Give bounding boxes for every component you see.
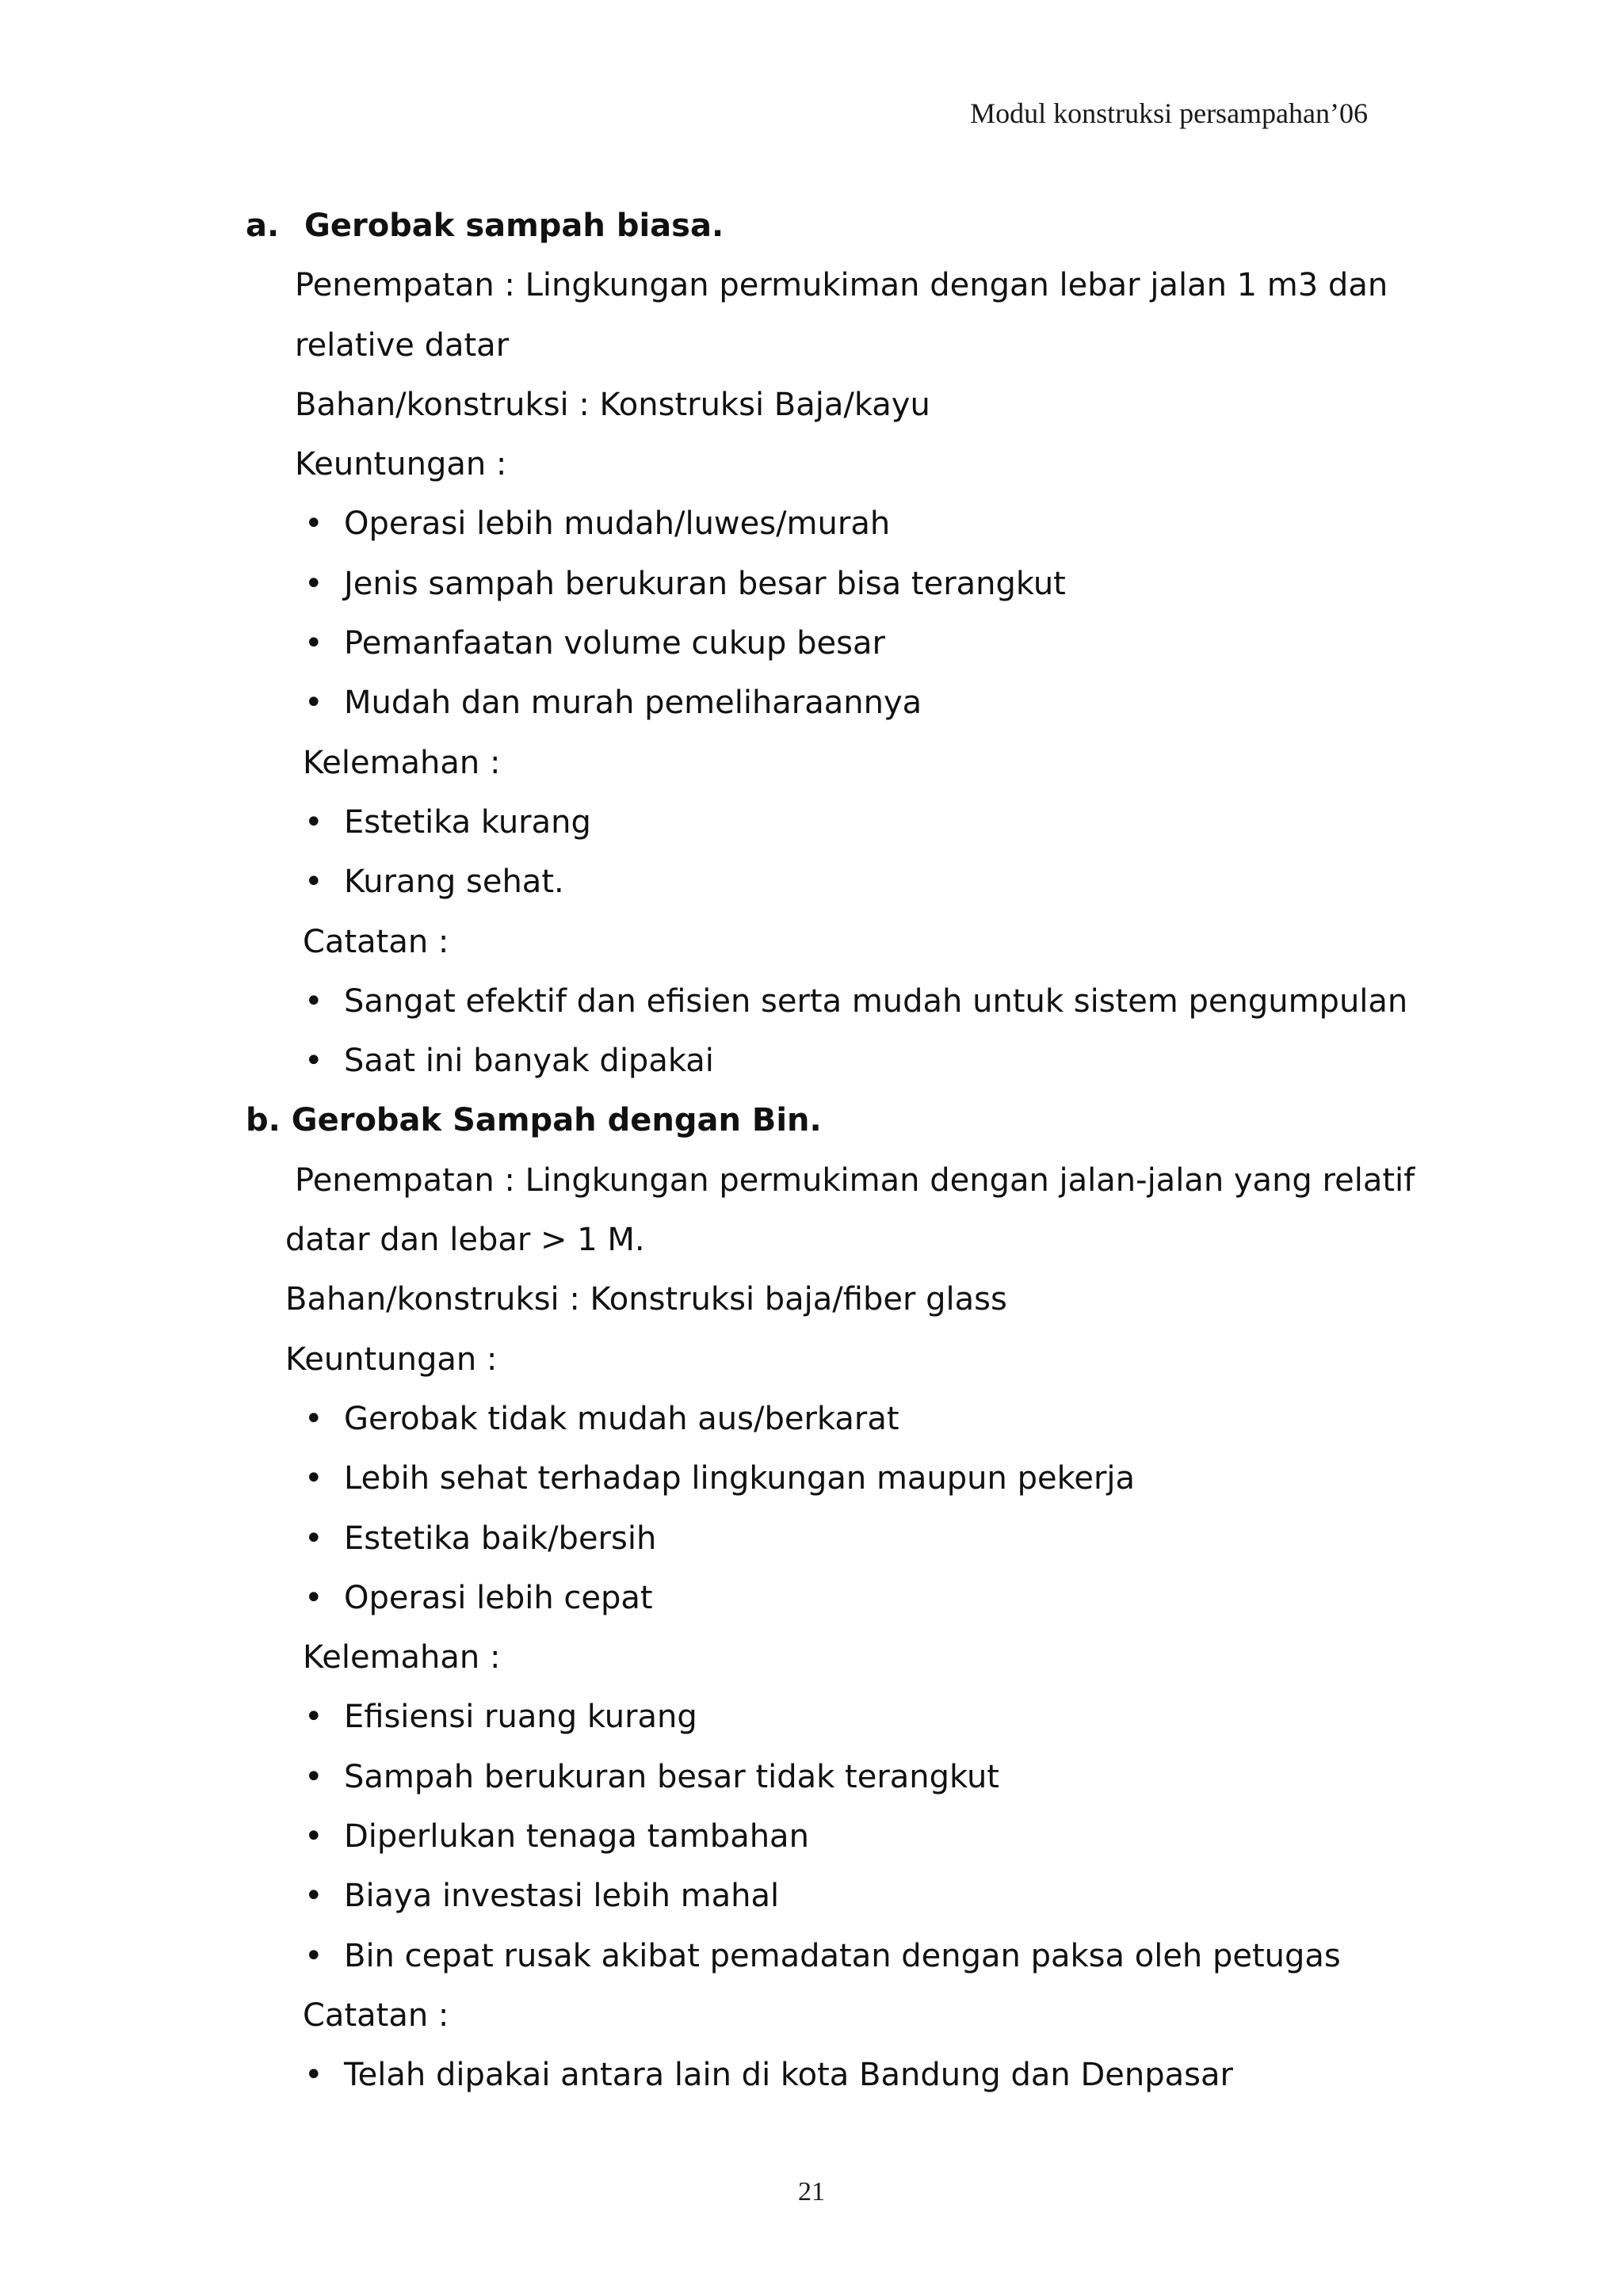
list-item: • Telah dipakai antara lain di kota Bandung dan Denpasar	[304, 2046, 1623, 2105]
page-content	[0, 196, 1623, 2106]
bullet-icon: •	[304, 2057, 323, 2094]
bullet-icon: •	[304, 864, 323, 901]
list-item: • Mudah dan murah pemeliharaannya	[304, 673, 1623, 733]
section-a-title: Gerobak sampah biasa.	[304, 208, 724, 244]
bullet-icon: •	[304, 982, 323, 1020]
section-b-catatan-label: Catatan :	[303, 1997, 449, 2034]
list-item: • Diperlukan tenaga tambahan	[304, 1807, 1623, 1867]
section-a-kelemahan-label: Kelemahan :	[303, 744, 501, 781]
bullet-icon: •	[304, 505, 323, 543]
section-a-heading	[246, 196, 1623, 256]
bullet-icon: •	[304, 625, 323, 662]
list-item: • Estetika baik/bersih	[304, 1509, 1623, 1569]
list-item: • Jenis sampah berukuran besar bisa terangkut	[304, 555, 1623, 614]
bullet-icon: •	[304, 1818, 323, 1855]
section-a-bahan: Bahan/konstruksi : Konstruksi Baja/kayu	[295, 386, 930, 423]
section-b-keuntungan-label: Keuntungan :	[285, 1341, 498, 1378]
section-a-catatan-label: Catatan :	[303, 923, 449, 960]
bullet-icon: •	[304, 1699, 323, 1736]
section-b-bahan: Bahan/konstruksi : Konstruksi baja/fiber glass	[285, 1281, 1007, 1318]
list-item: • Bin cepat rusak akibat pemadatan dengan paksa oleh petugas	[304, 1927, 1623, 1986]
list-item: • Estetika kurang	[304, 793, 1623, 852]
list-item: • Lebih sehat terhadap lingkungan maupun pekerja	[304, 1449, 1623, 1508]
list-item: • Gerobak tidak mudah aus/berkarat	[304, 1390, 1623, 1449]
list-item: • Sampah berukuran besar tidak terangkut	[304, 1748, 1623, 1807]
section-a-penempatan-cont: relative datar	[295, 326, 510, 364]
section-b-kelemahan-label: Kelemahan :	[303, 1639, 501, 1676]
section-a-keuntungan-label: Keuntungan :	[295, 446, 507, 483]
list-item: • Operasi lebih cepat	[304, 1569, 1623, 1628]
section-b-penempatan-cont: datar dan lebar > 1 M.	[285, 1222, 645, 1259]
bullet-icon: •	[304, 1043, 323, 1080]
section-b-penempatan: Penempatan : Lingkungan permukiman dengan jalan-jalan yang relatif	[295, 1161, 1415, 1199]
section-a-number: a.	[246, 208, 280, 244]
list-item: • Pemanfaatan volume cukup besar	[304, 614, 1623, 673]
list-item: • Operasi lebih mudah/luwes/murah	[304, 494, 1623, 554]
bullet-icon: •	[304, 1758, 323, 1795]
list-item: • Kurang sehat.	[304, 852, 1623, 912]
running-header: Modul konstruksi persampahan’06	[970, 97, 1368, 129]
page-number: 21	[798, 2177, 825, 2206]
section-b-heading: b. Gerobak Sampah dengan Bin.	[246, 1102, 822, 1139]
bullet-icon: •	[304, 1937, 323, 1974]
bullet-icon: •	[304, 1579, 323, 1616]
bullet-icon: •	[304, 1520, 323, 1557]
bullet-icon: •	[304, 565, 323, 602]
section-a-penempatan: Penempatan : Lingkungan permukiman dengan lebar jalan 1 m3 dan	[295, 267, 1388, 304]
list-item: • Saat ini banyak dipakai	[304, 1032, 1623, 1091]
bullet-icon: •	[304, 1400, 323, 1437]
bullet-icon: •	[304, 1460, 323, 1497]
list-item: • Biaya investasi lebih mahal	[304, 1867, 1623, 1926]
list-item: • Sangat efektif dan efisien serta mudah untuk sistem pengumpulan	[304, 972, 1623, 1032]
list-item: • Efisiensi ruang kurang	[304, 1688, 1623, 1747]
bullet-icon: •	[304, 803, 323, 841]
bullet-icon: •	[304, 685, 323, 722]
bullet-icon: •	[304, 1878, 323, 1915]
